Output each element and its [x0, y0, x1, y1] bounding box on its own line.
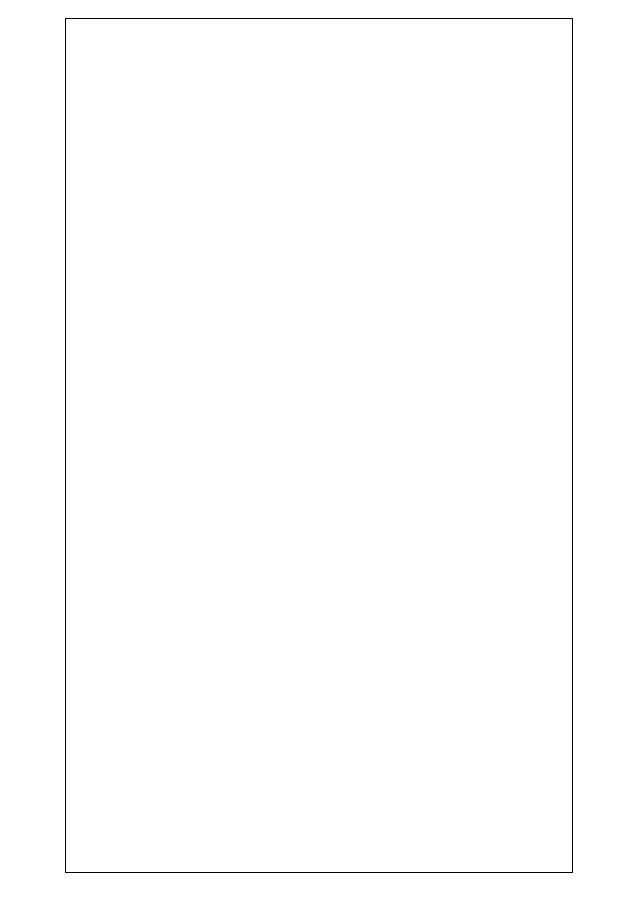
rotated-table-container	[65, 18, 573, 873]
textbook-list-table	[65, 18, 573, 873]
